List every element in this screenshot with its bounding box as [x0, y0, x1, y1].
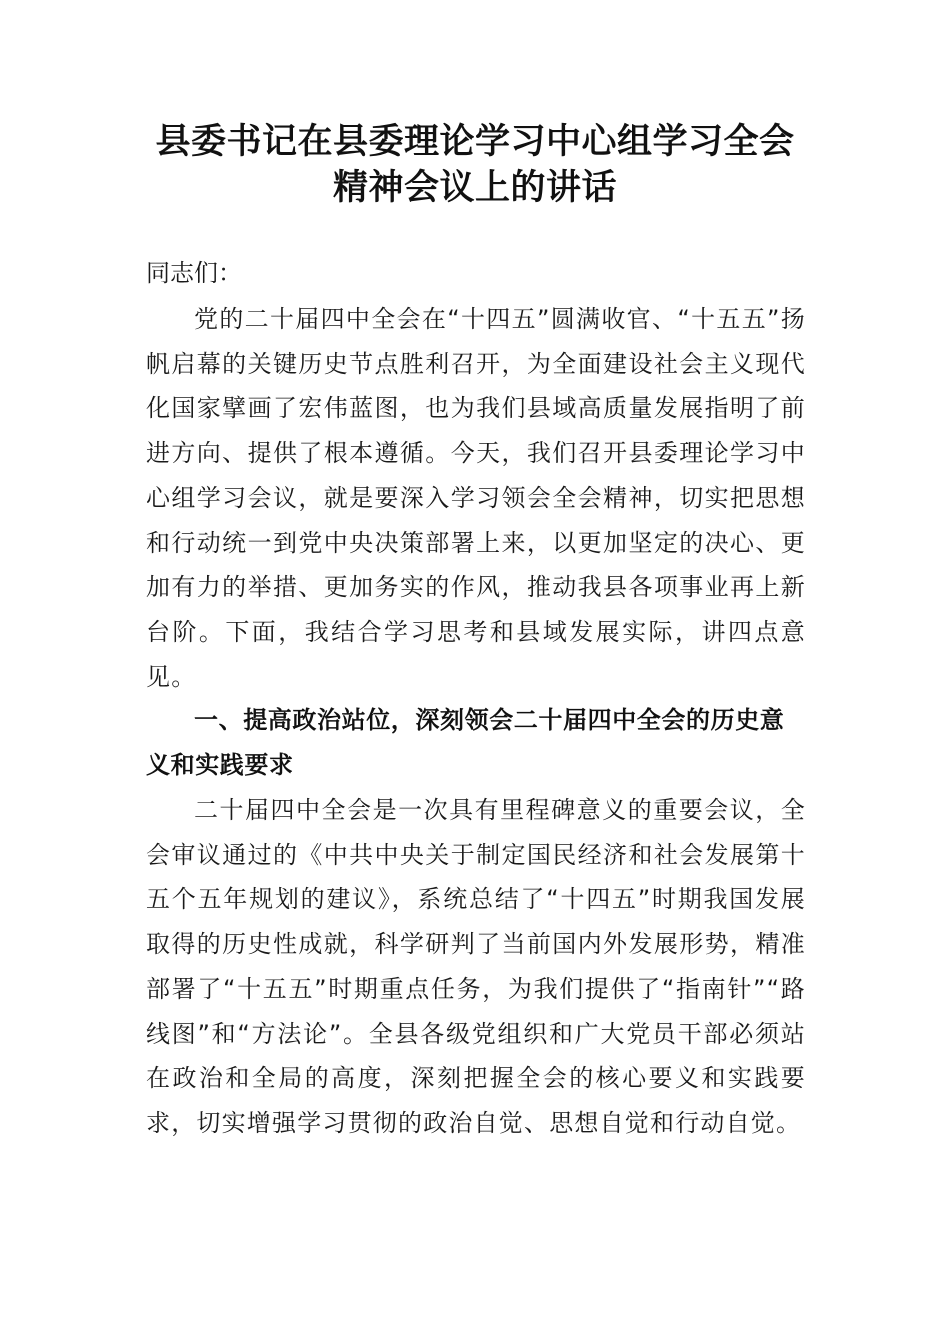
- document-title-line-2: 精神会议上的讲话: [332, 167, 617, 208]
- document-title-line-1: 县委书记在县委理论学习中心组学习全会: [155, 121, 795, 162]
- paragraph-text: 二十届四中全会是一次具有里程碑意义的重要会议，全会审议通过的《中共中央关于制定国民经济和社会发展第十五个五年规划的建议》，系统总结了“十四五”时期我国发展取得的历史性成就，科学研判了当前国内外发展形势，精准部署了“十五五”时期重点任务，为我们提供了“指南针”“路线图”和“方法论”。全县各级党组织和广大党员干部必须站在政治和全局的高度，深刻把握全会的核心要义和实践要求，切实增强学习贯彻的政治自觉、思想自觉和行动自觉。: [146, 796, 806, 1137]
- section-heading-1: 一、提高政治站位，深刻领会二十届四中全会的历史意义和实践要求: [146, 706, 785, 779]
- paragraph-text: 党的二十届四中全会在“十四五”圆满收官、“十五五”扬帆启幕的关键历史节点胜利召开，为全面建设社会主义现代化国家擘画了宏伟蓝图，也为我们县域高质量发展指明了前进方向、提供了根本遵循。今天，我们召开县委理论学习中心组学习会议，就是要深入学习领会全会精神，切实把思想和行动统一到党中央决策部署上来，以更加坚定的决心、更加有力的举措、更加务实的作风，推动我县各项事业再上新台阶。下面，我结合学习思考和县域发展实际，讲四点意见。: [146, 305, 806, 691]
- paragraph-section-1: [146, 788, 806, 1146]
- salutation: 同志们：: [146, 259, 242, 287]
- paragraph-intro: [146, 297, 806, 699]
